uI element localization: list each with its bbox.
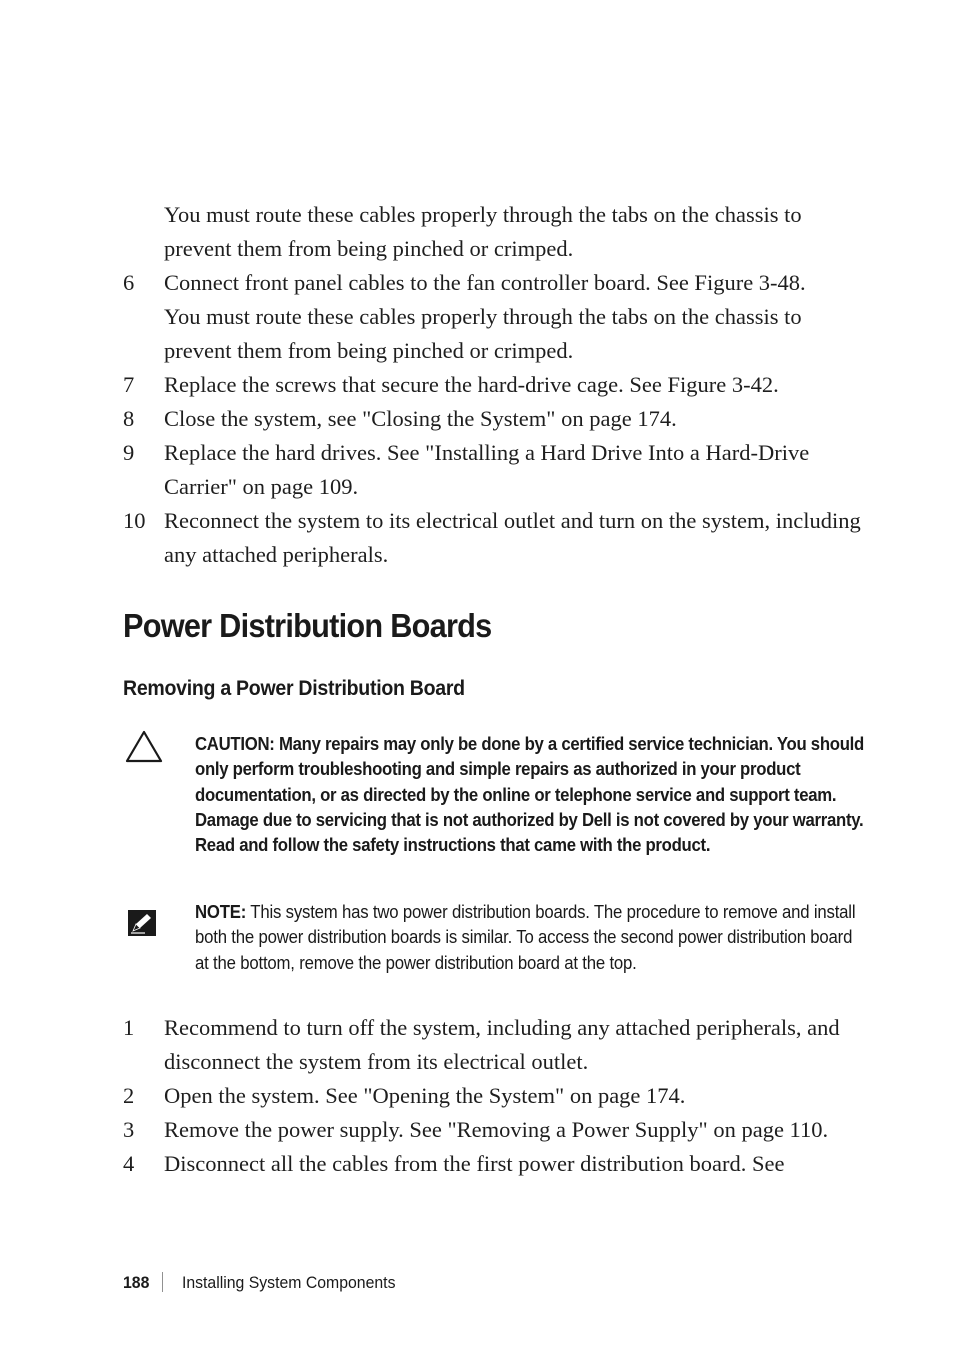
- caution-text: CAUTION: Many repairs may only be done by a certified service technician. You should only perform troubleshooting and simple repairs as authorized in your product documentation, or as directed by the online or telephone service and support team. Damage due to servicing that is not authorized by Dell is not covered by your warranty. Read and follow the safety instructions that came with the product.: [195, 734, 864, 856]
- subsection-title: Removing a Power Distribution Board: [123, 677, 465, 700]
- list-item-text: Replace the hard drives. See "Installing a Hard Drive Into a Hard-Drive Carrier" on page 109.: [164, 440, 810, 499]
- step-number: 6: [123, 270, 135, 295]
- step-number: 7: [123, 372, 135, 397]
- note-pencil-icon: [127, 909, 157, 942]
- list-item-text: Remove the power supply. See "Removing a Power Supply" on page 110.: [164, 1117, 829, 1142]
- list-item-text: You must route these cables properly through the tabs on the chassis to prevent them from being pinched or crimped.: [164, 202, 802, 261]
- step-number: 8: [123, 406, 135, 431]
- list-item-subtext: You must route these cables properly through the tabs on the chassis to prevent them from being pinched or crimped.: [164, 304, 802, 363]
- list-item-step-2: [123, 1079, 863, 1113]
- list-item-step-10: [123, 504, 863, 572]
- list-item-text: Replace the screws that secure the hard-drive cage. See Figure 3-42.: [164, 372, 779, 397]
- note-text: [195, 900, 865, 976]
- page-number: 188: [123, 1273, 150, 1292]
- list-item-step-4: [123, 1147, 863, 1181]
- list-item-step-9: [123, 436, 863, 504]
- step-number: 2: [123, 1083, 135, 1108]
- list-item-continuation: [123, 198, 863, 266]
- list-item-step-3: [123, 1113, 863, 1147]
- list-item-step-7: [123, 368, 863, 402]
- list-item-text: Reconnect the system to its electrical outlet and turn on the system, including any attached peripherals.: [164, 508, 861, 567]
- page-footer: [123, 1272, 395, 1293]
- step-number: 4: [123, 1151, 135, 1176]
- step-number: 1: [123, 1015, 135, 1040]
- top-step-list: [123, 198, 863, 572]
- note-body: This system has two power distribution boards. The procedure to remove and install both the power distribution boards is similar. To access the second power distribution board at the bottom, remove the power distribution board at the top.: [195, 902, 856, 973]
- step-number: 9: [123, 440, 135, 465]
- footer-divider: [162, 1272, 163, 1292]
- list-item-text: Connect front panel cables to the fan controller board. See Figure 3-48.: [164, 270, 806, 295]
- list-item-text: Recommend to turn off the system, including any attached peripherals, and disconnect the system from its electrical outlet.: [164, 1015, 840, 1074]
- list-item-text: Close the system, see "Closing the System" on page 174.: [164, 406, 677, 431]
- list-item-text: Open the system. See "Opening the System" on page 174.: [164, 1083, 686, 1108]
- list-item-step-8: [123, 402, 863, 436]
- step-number: 10: [123, 508, 146, 533]
- bottom-step-list: [123, 1011, 863, 1181]
- caution-triangle-icon: [125, 730, 163, 769]
- list-item-text: Disconnect all the cables from the first power distribution board. See: [164, 1151, 785, 1176]
- list-item-step-1: [123, 1011, 863, 1079]
- section-title: Power Distribution Boards: [123, 607, 492, 644]
- note-label: NOTE:: [195, 902, 247, 922]
- list-item-step-6: [123, 266, 863, 368]
- chapter-title: Installing System Components: [181, 1273, 396, 1292]
- step-number: 3: [123, 1117, 135, 1142]
